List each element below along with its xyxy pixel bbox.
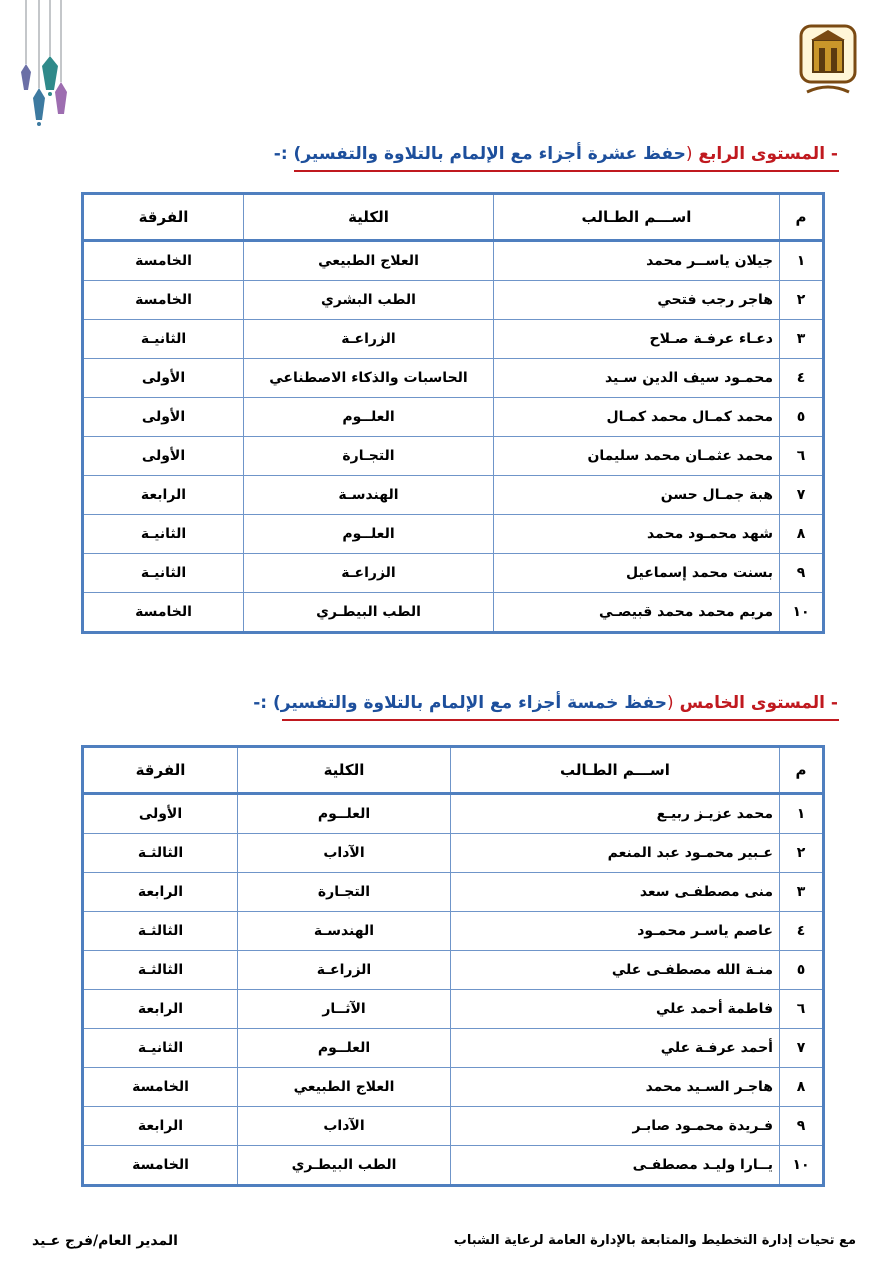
student-year: الرابعة — [83, 990, 238, 1029]
student-year: الثانيـة — [83, 554, 244, 593]
header-student-name: اســـم الطـالب — [494, 194, 780, 241]
student-faculty: الزراعـة — [238, 951, 451, 990]
row-number: ١٠ — [780, 1146, 824, 1186]
student-year: الثانيـة — [83, 1029, 238, 1068]
table-row — [83, 554, 824, 593]
level-five-label: - المستوى الخامس — [679, 693, 838, 713]
row-number: ٧ — [780, 1029, 824, 1068]
student-year: الثالثـة — [83, 834, 238, 873]
student-name: هاجر رجب فتحي — [494, 281, 780, 320]
header-year: الفرقة — [83, 194, 244, 241]
level-five-heading — [253, 691, 838, 715]
footer-signature: المدير العام/فرج عـيد — [32, 1233, 178, 1249]
student-year: الخامسة — [83, 241, 244, 281]
header-number: م — [780, 194, 824, 241]
row-number: ٩ — [780, 1107, 824, 1146]
student-faculty: الآداب — [238, 834, 451, 873]
student-name: جيلان ياســر محمد — [494, 241, 780, 281]
student-name: محمـود سيف الدين سـيد — [494, 359, 780, 398]
student-name: فـريدة محمـود صابـر — [451, 1107, 780, 1146]
student-year: الأولى — [83, 359, 244, 398]
student-faculty: الحاسبات والذكاء الاصطناعي — [244, 359, 494, 398]
table-row — [83, 834, 824, 873]
row-number: ١٠ — [780, 593, 824, 633]
student-name: محمد عثمـان محمد سليمان — [494, 437, 780, 476]
row-number: ٥ — [780, 951, 824, 990]
table-row — [83, 1029, 824, 1068]
table-row — [83, 241, 824, 281]
student-name: عـبير محمـود عبد المنعم — [451, 834, 780, 873]
level-four-label: - المستوى الرابع — [698, 144, 838, 164]
level-four-description: حفظ عشرة أجزاء مع الإلمام بالتلاوة والتفسير — [301, 144, 686, 164]
row-number: ٦ — [780, 437, 824, 476]
level-four-underline — [294, 170, 839, 172]
student-faculty: الآداب — [238, 1107, 451, 1146]
student-year: الثالثـة — [83, 912, 238, 951]
header-faculty: الكلية — [238, 747, 451, 794]
table-row — [83, 320, 824, 359]
student-name: هبة جمـال حسن — [494, 476, 780, 515]
student-name: أحمد عرفـة علي — [451, 1029, 780, 1068]
student-faculty: العلاج الطبيعي — [244, 241, 494, 281]
row-number: ٦ — [780, 990, 824, 1029]
student-year: الثالثـة — [83, 951, 238, 990]
student-year: الرابعة — [83, 873, 238, 912]
student-name: منـة الله مصطفـى علي — [451, 951, 780, 990]
table-row — [83, 476, 824, 515]
row-number: ٤ — [780, 359, 824, 398]
student-year: الثانيـة — [83, 320, 244, 359]
student-name: هاجـر السـيد محمد — [451, 1068, 780, 1107]
header-number: م — [780, 747, 824, 794]
header-year: الفرقة — [83, 747, 238, 794]
row-number: ٥ — [780, 398, 824, 437]
student-name: شهد محمـود محمد — [494, 515, 780, 554]
footer-greeting: مع تحيات إدارة التخطيط والمتابعة بالإدارة العامة لرعاية الشباب — [453, 1233, 856, 1248]
student-faculty: التجـارة — [238, 873, 451, 912]
student-name: محمد كمـال محمد كمـال — [494, 398, 780, 437]
student-name: بسنت محمد إسماعيل — [494, 554, 780, 593]
row-number: ١ — [780, 794, 824, 834]
student-faculty: الهندسـة — [238, 912, 451, 951]
row-number: ٢ — [780, 834, 824, 873]
hanging-lanterns-icon — [14, 0, 74, 130]
table-row — [83, 912, 824, 951]
level-four-heading — [274, 142, 838, 166]
student-faculty: العلــوم — [238, 1029, 451, 1068]
student-year: الخامسة — [83, 593, 244, 633]
student-name: مريم محمد محمد قبيصـي — [494, 593, 780, 633]
student-year: الخامسة — [83, 281, 244, 320]
table-header-row — [83, 747, 824, 794]
student-year: الرابعة — [83, 1107, 238, 1146]
student-faculty: العلاج الطبيعي — [238, 1068, 451, 1107]
row-number: ٧ — [780, 476, 824, 515]
student-year: الخامسة — [83, 1146, 238, 1186]
row-number: ٢ — [780, 281, 824, 320]
row-number: ٣ — [780, 873, 824, 912]
level-five-paren-open: ( — [667, 693, 674, 713]
row-number: ٣ — [780, 320, 824, 359]
table-row — [83, 873, 824, 912]
table-row — [83, 398, 824, 437]
student-faculty: الطب البشري — [244, 281, 494, 320]
level-four-paren-open: ( — [685, 144, 693, 164]
student-faculty: الزراعـة — [244, 554, 494, 593]
level-five-underline — [282, 719, 839, 721]
table-row — [83, 281, 824, 320]
student-faculty: الهندسـة — [244, 476, 494, 515]
table-row — [83, 437, 824, 476]
student-year: الأولى — [83, 437, 244, 476]
level-four-table — [81, 192, 825, 634]
level-five-suffix: ) :- — [253, 693, 281, 713]
student-name: دعـاء عرفـة صـلاح — [494, 320, 780, 359]
student-year: الأولى — [83, 794, 238, 834]
header-student-name: اســـم الطـالب — [451, 747, 780, 794]
level-four-suffix: ) :- — [273, 144, 302, 164]
table-row — [83, 359, 824, 398]
student-faculty: العلــوم — [244, 398, 494, 437]
student-faculty: التجـارة — [244, 437, 494, 476]
table-row — [83, 1068, 824, 1107]
row-number: ٨ — [780, 515, 824, 554]
student-faculty: الطب البيطـري — [244, 593, 494, 633]
level-five-table — [81, 745, 825, 1187]
student-name: محمد عزيـز ربيـع — [451, 794, 780, 834]
student-name: فاطمة أحمد علي — [451, 990, 780, 1029]
table-row — [83, 794, 824, 834]
header-faculty: الكلية — [244, 194, 494, 241]
student-faculty: الزراعـة — [244, 320, 494, 359]
student-faculty: الآثــار — [238, 990, 451, 1029]
row-number: ١ — [780, 241, 824, 281]
table-row — [83, 951, 824, 990]
student-year: الثانيـة — [83, 515, 244, 554]
student-year: الرابعة — [83, 476, 244, 515]
student-year: الأولى — [83, 398, 244, 437]
student-faculty: الطب البيطـري — [238, 1146, 451, 1186]
table-row — [83, 990, 824, 1029]
row-number: ٩ — [780, 554, 824, 593]
row-number: ٤ — [780, 912, 824, 951]
student-name: عاصم ياسـر محمـود — [451, 912, 780, 951]
student-name: يــارا وليـد مصطفـى — [451, 1146, 780, 1186]
row-number: ٨ — [780, 1068, 824, 1107]
table-row — [83, 1107, 824, 1146]
student-faculty: العلــوم — [244, 515, 494, 554]
table-row — [83, 593, 824, 633]
student-name: منى مصطفـى سعد — [451, 873, 780, 912]
student-faculty: العلــوم — [238, 794, 451, 834]
table-row — [83, 1146, 824, 1186]
level-five-description: حفظ خمسة أجزاء مع الإلمام بالتلاوة والتفسير — [280, 693, 668, 713]
student-year: الخامسة — [83, 1068, 238, 1107]
university-logo-icon — [797, 22, 859, 102]
table-row — [83, 515, 824, 554]
table-header-row — [83, 194, 824, 241]
